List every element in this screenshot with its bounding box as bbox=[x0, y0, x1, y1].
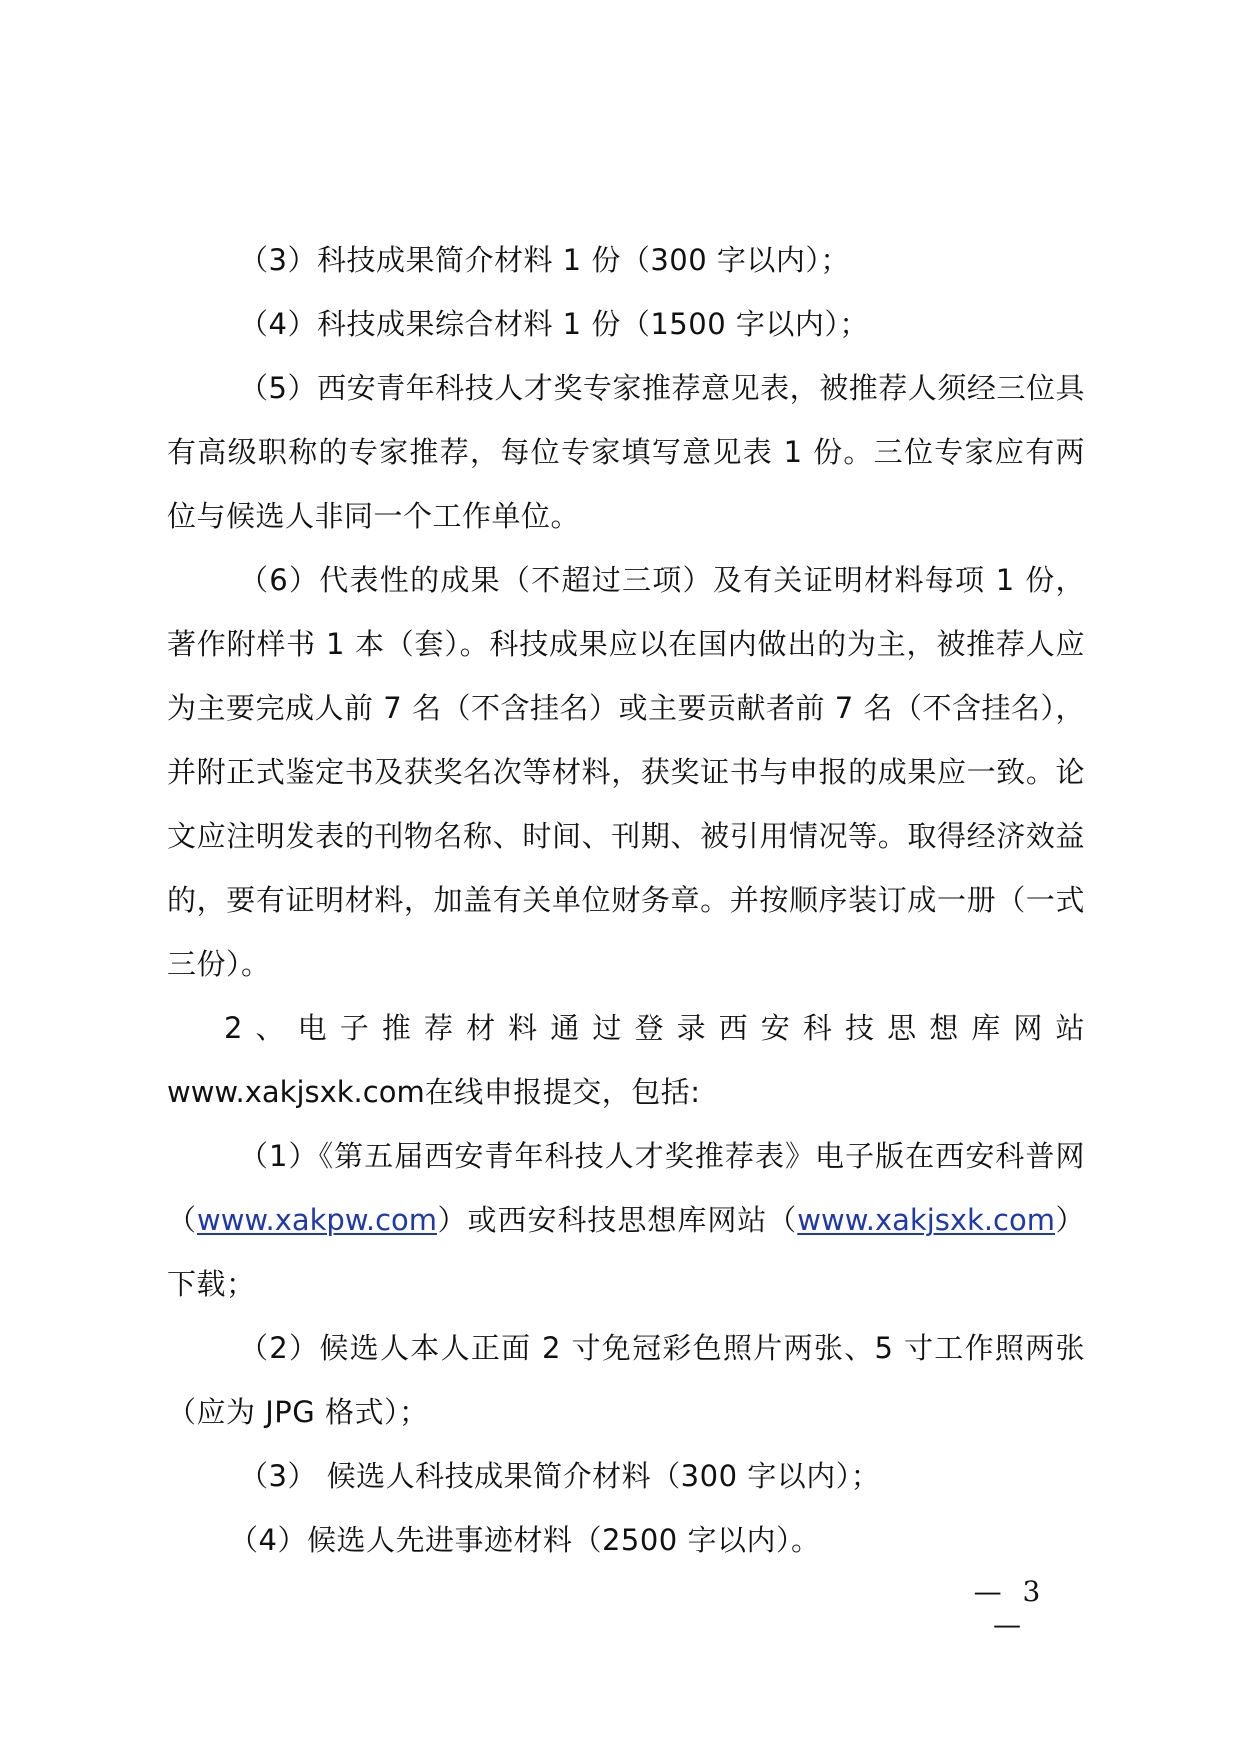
paragraph-item-6: （6）代表性的成果（不超过三项）及有关证明材料每项 1 份，著作附样书 1 本（套）。科技成果应以在国内做出的为主，被推荐人应为主要完成人前 7 名（不含挂名）或主要贡献者前 7 名（不含挂名），并附正式鉴定书及获奖名次等材料，获奖证书与申报的成果应一致。论文应注明发表的刊物名称、时间、刊期、被引用情况等。取得经济效益的，要有证明材料，加盖有关单位财务章。并按顺序装订成一册（一式三份）。 bbox=[167, 563, 1085, 981]
xakjsxk-link[interactable]: www.xakjsxk.com bbox=[797, 1203, 1055, 1237]
paragraph-item-3: （3）科技成果简介材料 1 份（300 字以内）； bbox=[239, 243, 850, 277]
paragraph-electronic-item-4: （4）候选人先进事迹材料（2500 字以内）。 bbox=[229, 1523, 821, 1557]
paragraph-electronic-item-2: （2）候选人本人正面 2 寸免冠彩色照片两张、5 寸工作照两张（应为 JPG 格式）； bbox=[167, 1331, 1085, 1429]
document-body bbox=[167, 228, 1085, 1572]
paragraph-electronic-materials bbox=[167, 996, 1085, 1124]
paragraph-electronic-item-3: （3） 候选人科技成果简介材料（300 字以内）； bbox=[239, 1459, 881, 1493]
think-tank-url-text: www.xakjsxk.com bbox=[167, 1075, 425, 1109]
electronic-materials-text: 2、电子推荐材料通过登录西安科技思想库网站 bbox=[224, 1011, 1085, 1045]
xakpw-link[interactable]: www.xakpw.com bbox=[196, 1203, 438, 1237]
paragraph-item-4: （4）科技成果综合材料 1 份（1500 字以内）； bbox=[239, 307, 869, 341]
download-instruction-text: （1）《第五届西安青年科技人才奖推荐表》电子版在西安科普网（ bbox=[167, 1139, 1085, 1237]
electronic-materials-text-end: 在线申报提交，包括: bbox=[424, 1075, 701, 1109]
download-instruction-end: ）下载； bbox=[167, 1203, 1085, 1301]
paragraph-electronic-item-1 bbox=[167, 1124, 1085, 1316]
paragraph-item-5: （5）西安青年科技人才奖专家推荐意见表，被推荐人须经三位具有高级职称的专家推荐，每位专家填写意见表 1 份。三位专家应有两位与候选人非同一个工作单位。 bbox=[167, 371, 1085, 533]
page-number: — 3 — bbox=[973, 1575, 1047, 1641]
download-instruction-middle: ）或西安科技思想库网站（ bbox=[437, 1203, 798, 1237]
